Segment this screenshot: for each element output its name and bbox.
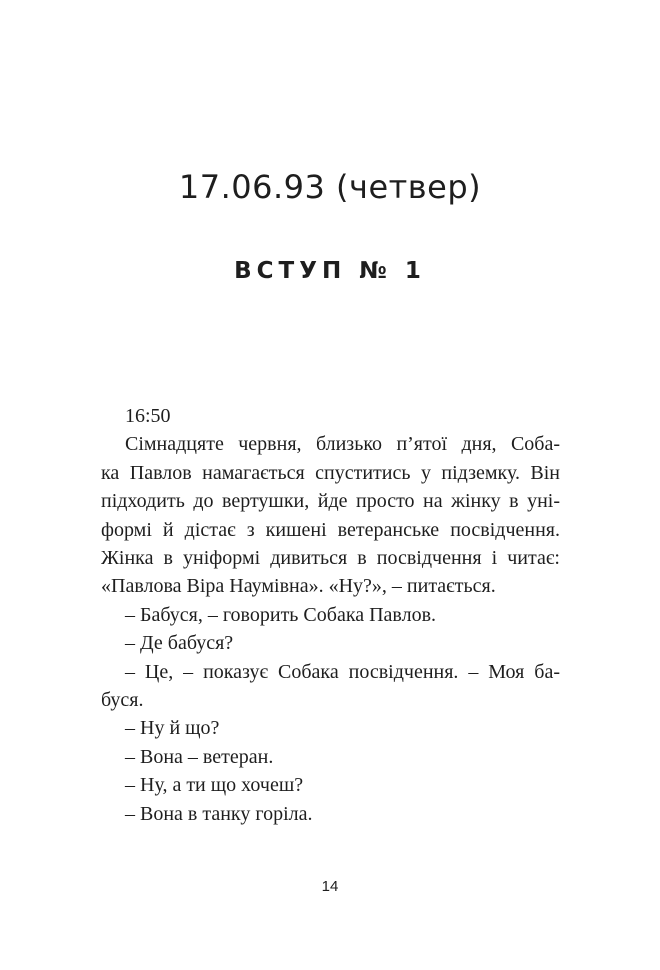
text-line-2: ка Павлов намагається спуститись у підземку. Він	[101, 461, 560, 484]
text-line-5: Жінка в уніформі дивиться в посвідчення і читає:	[101, 547, 560, 570]
text-line-1: Сімнадцяте червня, близько п’ятої дня, Соба-	[125, 433, 560, 456]
text-line-4: формі й дістає з кишені ветеранське посвідчення.	[101, 518, 560, 541]
dialogue-line-4: – Ну й що?	[125, 717, 220, 740]
page-number: 14	[321, 878, 339, 895]
text-line-3: підходить до вертушки, йде просто на жінку в уні-	[101, 490, 560, 513]
dialogue-line-1: – Бабуся, – говорить Собака Павлов.	[125, 603, 437, 626]
dialogue-line-7: – Вона в танку горіла.	[125, 802, 313, 825]
dialogue-line-3: – Це, – показує Собака посвідчення. – Моя ба-	[125, 660, 560, 683]
dialogue-line-3-cont: буся.	[101, 689, 144, 712]
section-heading: ВСТУП № 1	[234, 258, 426, 284]
dialogue-line-6: – Ну, а ти що хочеш?	[125, 774, 304, 797]
dialogue-line-5: – Вона – ветеран.	[125, 745, 274, 768]
text-line-6: «Павлова Віра Наумівна». «Ну?», – питається.	[101, 575, 496, 598]
time-line: 16:50	[125, 405, 171, 427]
chapter-date-heading: 17.06.93 (четвер)	[178, 168, 482, 206]
dialogue-line-2: – Де бабуся?	[125, 632, 234, 655]
body-text	[101, 402, 560, 828]
